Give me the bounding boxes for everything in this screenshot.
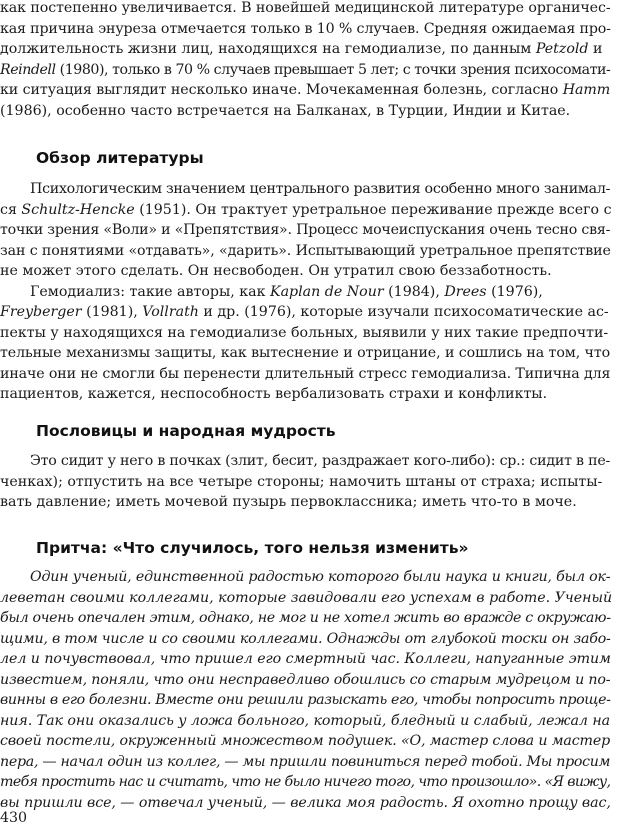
parable-line-5: лел и почувствовал, что пришел его смертный час. Коллеги, напуганные этим bbox=[0, 651, 611, 667]
section-heading-parable: Притча: «Что случилось, того нельзя изменить» bbox=[36, 539, 469, 557]
section-heading-proverbs: Пословицы и народная мудрость bbox=[36, 422, 336, 440]
ref-petzold: Petzold bbox=[535, 41, 589, 57]
lit-p2-line-4: тельные механизмы защиты, как вытеснение и отрицание, и сошлись на том, что bbox=[0, 345, 611, 361]
ref-vollrath: Vollrath bbox=[142, 304, 199, 320]
ref-reindell: Reindell bbox=[0, 61, 56, 78]
parable-line-9: своей постели, окруженный множеством подушек. «О, мастер слова и мастер bbox=[0, 733, 611, 749]
section-heading-literature: Обзор литературы bbox=[36, 149, 204, 167]
page-number: 430 bbox=[0, 810, 28, 826]
lit-p2-line-2: Freyberger (1981), Vollrath и др. (1976), которые изучали психосоматические ас- bbox=[0, 304, 609, 320]
parable-line-7: винны в его болезни. Вместе они решили разыскать его, чтобы попросить проще- bbox=[0, 692, 611, 708]
parable-line-12: вы пришли все, — отвечал ученый, — велика моя радость. Я охотно прощу вас, bbox=[0, 794, 611, 811]
intro-paragraph bbox=[0, 0, 612, 121]
intro-line-5: ки ситуация выглядит несколько иначе. Мочекаменная болезнь, согласно Hamm bbox=[0, 82, 611, 98]
lit-p2-line-3: пекты у находящихся на гемодиализе больных, выявили у них такие предпочти- bbox=[0, 324, 609, 341]
literature-paragraphs bbox=[0, 179, 612, 405]
intro-line-1: как постепенно увеличивается. В новейшей медицинской литературе органичес- bbox=[0, 0, 611, 16]
parable-line-10: пера, — начал один из коллег, — мы пришли повиниться перед тобой. Мы просим bbox=[0, 753, 611, 770]
parable-line-2: леветан своими коллегами, которые завидовали его успехам в работе. Ученый bbox=[0, 589, 613, 606]
lit-p1-line-5: не может этого сделать. Он несвободен. Он утратил свою беззаботность. bbox=[0, 263, 552, 279]
parable-line-8: ния. Так они оказались у ложа больного, который, бледный и слабый, лежал на bbox=[0, 712, 611, 729]
lit-p2-line-6: пациентов, кажется, неспособность вербализовать страхи и конфликты. bbox=[0, 386, 548, 402]
ref-freyberger: Freyberger bbox=[0, 304, 82, 320]
lit-p2-line-1: Гемодиализ: такие авторы, как Kaplan de Nour (1984), Drees (1976), bbox=[30, 283, 543, 300]
parable-line-4: щими, в том числе и со своими коллегами. Однажды от глубокой тоски он забо- bbox=[0, 630, 611, 647]
ref-drees: Drees bbox=[444, 283, 487, 300]
lit-p1-line-1: Психологическим значением центрального развития особенно много занимал- bbox=[30, 181, 611, 197]
ref-schultz-hencke: Schultz-Hencke bbox=[21, 201, 135, 218]
proverbs-line-3: вать давление; иметь мочевой пузырь первоклассника; иметь что-то в моче. bbox=[0, 494, 577, 510]
intro-line-2: кая причина энуреза отмечается только в 10 % случаев. Средняя ожидаемая про- bbox=[0, 20, 611, 37]
parable-line-1: Один ученый, единственной радостью которого были наука и книги, был ок- bbox=[30, 569, 611, 585]
parable-line-11: тебя простить нас и считать, что не было ничего того, что произошло». «Я вижу, bbox=[0, 774, 611, 790]
lit-p1-line-2: ся Schultz-Hencke (1951). Он трактует уретральное переживание прежде всего с bbox=[0, 201, 612, 218]
parable-line-3: был очень опечален этим, однако, не мог и не хотел жить во вражде с окружаю- bbox=[0, 610, 611, 626]
proverbs-paragraph bbox=[0, 451, 612, 513]
ref-kaplan: Kaplan de Nour bbox=[269, 283, 384, 300]
lit-p2-line-5: иначе они не смогли бы перенести длительный стресс гемодиализа. Типична для bbox=[0, 365, 611, 382]
lit-p1-line-3: точки зрения «Воли» и «Препятствия». Процесс мочеиспускания очень тесно свя- bbox=[0, 222, 611, 238]
proverbs-line-1: Это сидит у него в почках (злит, бесит, раздражает кого-либо): ср.: сидит в пе- bbox=[30, 453, 611, 469]
proverbs-line-2: ченках); отпустить на все четыре стороны; намочить штаны от страха; испыты- bbox=[0, 473, 603, 490]
lit-p1-line-4: зан с понятиями «отдавать», «дарить». Испытывающий уретральное препятствие bbox=[0, 242, 611, 259]
parable-paragraph bbox=[0, 567, 612, 813]
ref-hamm: Hamm bbox=[562, 82, 611, 98]
intro-line-4: Reindell (1980), только в 70 % случаев превышает 5 лет; с точки зрения психосомати- bbox=[0, 61, 611, 78]
parable-line-6: известием, поняли, что они несправедливо обошлись со старым мудрецом и по- bbox=[0, 671, 611, 688]
intro-line-3: должительность жизни лиц, находящихся на гемодиализе, по данным Petzold и bbox=[0, 41, 603, 57]
intro-line-6: (1986), особенно часто встречается на Балканах, в Турции, Индии и Китае. bbox=[0, 102, 571, 119]
